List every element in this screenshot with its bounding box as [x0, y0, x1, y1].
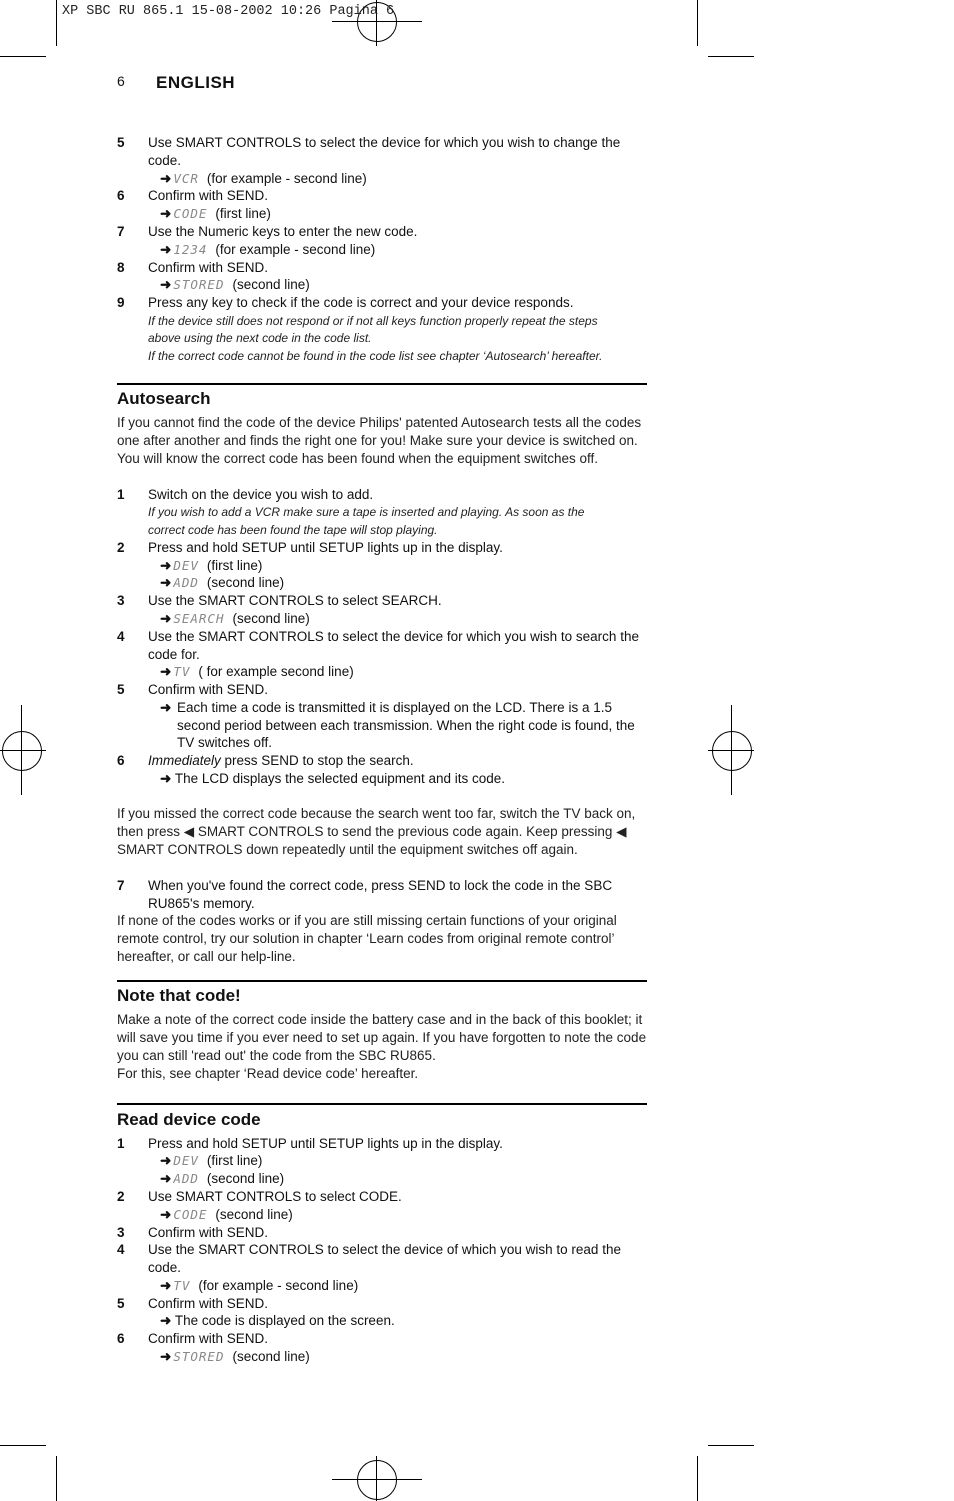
section-divider — [117, 980, 647, 982]
registration-mark — [357, 1460, 397, 1500]
result-note: (first line) — [206, 558, 263, 573]
step-text: Use SMART CONTROLS to select CODE. — [148, 1189, 402, 1204]
result-line — [160, 241, 375, 259]
autosearch-intro: If you cannot find the code of the device Philips' patented Autosearch tests all the codes one after another and finds the right one for you! Make sure your device is switched on. You will know the correct code has been found when the equipment switches off. — [117, 415, 642, 466]
step-number: 6 — [117, 188, 125, 203]
lcd-text: SEARCH — [173, 611, 225, 626]
lcd-text: TV — [173, 664, 191, 679]
step-text: Use the SMART CONTROLS to select the device for which you wish to search the code for. — [148, 629, 639, 662]
result-note: (first line) — [215, 206, 271, 221]
registration-mark — [712, 731, 752, 771]
step-text: Use the SMART CONTROLS to select SEARCH. — [148, 593, 442, 608]
result-note: (second line) — [206, 1171, 285, 1186]
lcd-text: ADD — [173, 575, 199, 590]
result-line — [160, 1206, 293, 1224]
result-line — [160, 610, 310, 628]
arrow-icon: ➜ — [160, 1207, 172, 1222]
registration-mark — [376, 1456, 377, 1501]
result-note: (second line) — [215, 1207, 293, 1222]
arrow-icon: ➜ — [160, 1153, 172, 1168]
crop-mark — [697, 0, 698, 46]
arrow-icon: ➜ — [160, 558, 172, 573]
crop-mark — [56, 1456, 57, 1501]
result-line — [160, 699, 640, 752]
result-note: The LCD displays the selected equipment and its code. — [174, 771, 506, 786]
result-line — [160, 205, 271, 223]
lcd-text: DEV — [173, 558, 199, 573]
step-number: 6 — [117, 1331, 125, 1346]
step-number: 2 — [117, 540, 125, 555]
result-note: The code is displayed on the screen. — [174, 1313, 395, 1328]
lcd-text: VCR — [173, 171, 199, 186]
result-line — [160, 1312, 395, 1330]
step-number: 1 — [117, 1136, 125, 1151]
result-line — [160, 557, 262, 575]
step-number: 5 — [117, 135, 125, 150]
step-text: Switch on the device you wish to add. — [148, 487, 374, 502]
none-works-paragraph: If none of the codes works or if you are still missing certain functions of your original remote control, try our solution in chapter ‘Learn codes from original remote control’ hereafter, or call our help-line. — [117, 913, 617, 964]
result-note: (for example - second line) — [215, 242, 376, 257]
crop-mark — [0, 56, 46, 57]
italic-note: above using the next code in the code list. — [148, 331, 372, 345]
step-number: 9 — [117, 295, 125, 310]
arrow-icon: ➜ — [160, 575, 172, 590]
step-text: Confirm with SEND. — [148, 1331, 269, 1346]
arrow-icon: ➜ — [160, 206, 172, 221]
result-line — [160, 1170, 284, 1188]
step-text: Use the SMART CONTROLS to select the device of which you wish to read the code. — [148, 1242, 621, 1275]
step-number: 8 — [117, 260, 125, 275]
lcd-text: DEV — [173, 1153, 199, 1168]
result-line — [160, 574, 284, 592]
arrow-icon: ➜ — [160, 771, 172, 786]
result-note: ( for example second line) — [198, 664, 354, 679]
note-code-paragraph-2: For this, see chapter ‘Read device code’ hereafter. — [117, 1066, 419, 1081]
step-number: 1 — [117, 487, 125, 502]
step-text: Confirm with SEND. — [148, 1225, 269, 1240]
step-text: When you've found the correct code, press SEND to lock the code in the SBC RU865's memory. — [148, 878, 613, 911]
italic-note: If the correct code cannot be found in the code list see chapter ‘Autosearch’ hereafter. — [148, 349, 603, 363]
result-line — [160, 1348, 310, 1366]
crop-mark — [708, 1445, 754, 1446]
step-number: 4 — [117, 1242, 125, 1257]
lcd-text: TV — [173, 1278, 191, 1293]
lcd-text: STORED — [173, 1349, 225, 1364]
crop-mark — [56, 0, 57, 46]
step-text: Press and hold SETUP until SETUP lights up in the display. — [148, 1136, 503, 1151]
lcd-text: STORED — [173, 277, 225, 292]
step-number: 3 — [117, 1225, 125, 1240]
crop-mark — [697, 1456, 698, 1501]
result-line — [160, 1277, 358, 1295]
section-title-note-code: Note that code! — [117, 986, 241, 1005]
crop-mark — [0, 1445, 46, 1446]
section-divider — [117, 1103, 647, 1105]
result-line — [160, 770, 505, 788]
step-emphasis: Immediately — [148, 753, 221, 768]
step-number: 7 — [117, 224, 125, 239]
step-text: Confirm with SEND. — [148, 1296, 269, 1311]
page-title: ENGLISH — [156, 73, 236, 92]
result-note: (first line) — [206, 1153, 263, 1168]
lcd-text: CODE — [173, 1207, 208, 1222]
arrow-icon: ➜ — [160, 242, 172, 257]
step-text: Use SMART CONTROLS to select the device for which you wish to change the code. — [148, 135, 621, 168]
missed-code-paragraph: If you missed the correct code because the search went too far, switch the TV back on, then press ◀ SMART CONTROLS to send the previous code again. Keep pressing ◀ SMART CONTROLS down repeatedly until the equipment switches off again. — [117, 806, 636, 857]
step-number: 5 — [117, 1296, 125, 1311]
section-title-autosearch: Autosearch — [117, 389, 211, 408]
result-note: (for example - second line) — [206, 171, 367, 186]
lcd-text: ADD — [173, 1171, 199, 1186]
result-note: Each time a code is transmitted it is displayed on the LCD. There is a 1.5 second period between each transmission. When the right code is found, the TV switches off. — [177, 700, 635, 751]
registration-mark — [731, 705, 732, 795]
crop-mark — [708, 56, 754, 57]
result-note: (for example - second line) — [198, 1278, 359, 1293]
step-text: Press any key to check if the code is correct and your device responds. — [148, 295, 574, 310]
arrow-icon: ➜ — [160, 611, 172, 626]
step-text: Use the Numeric keys to enter the new code. — [148, 224, 418, 239]
arrow-icon: ➜ — [160, 1349, 172, 1364]
result-line — [160, 1152, 262, 1170]
italic-note: If you wish to add a VCR make sure a tape is inserted and playing. As soon as the correct code has been found the tape will stop playing. — [148, 505, 585, 537]
registration-mark — [332, 1479, 422, 1480]
registration-mark — [332, 21, 422, 22]
section-divider — [117, 383, 647, 385]
step-number: 5 — [117, 682, 125, 697]
step-text: Confirm with SEND. — [148, 188, 269, 203]
step-text: Press and hold SETUP until SETUP lights up in the display. — [148, 540, 503, 555]
print-slug: XP SBC RU 865.1 15-08-2002 10:26 Pagina 6 — [62, 4, 395, 19]
arrow-icon: ➜ — [160, 1171, 172, 1186]
arrow-icon: ➜ — [160, 277, 172, 292]
result-line — [160, 663, 354, 681]
page-number: 6 — [117, 73, 125, 89]
result-note: (second line) — [232, 1349, 310, 1364]
registration-mark — [0, 750, 46, 751]
arrow-icon: ➜ — [160, 1313, 172, 1328]
step-text: press SEND to stop the search. — [220, 753, 414, 768]
italic-note: If the device still does not respond or if not all keys function properly repeat the steps — [148, 314, 598, 328]
result-note: (second line) — [232, 277, 310, 292]
note-code-paragraph: Make a note of the correct code inside the battery case and in the back of this booklet; it will save you time if you ever need to set up again. If you have forgotten to note the code you can still 'read out' the code from the SBC RU865. — [117, 1012, 647, 1063]
step-text: Confirm with SEND. — [148, 260, 269, 275]
step-number: 7 — [117, 878, 125, 893]
step-text: Confirm with SEND. — [148, 682, 269, 697]
arrow-icon: ➜ — [160, 700, 172, 715]
section-title-read-code: Read device code — [117, 1110, 261, 1129]
registration-mark — [21, 705, 22, 795]
arrow-icon: ➜ — [160, 171, 172, 186]
arrow-icon: ➜ — [160, 1278, 172, 1293]
step-number: 6 — [117, 753, 125, 768]
step-number: 3 — [117, 593, 125, 608]
step-number: 4 — [117, 629, 125, 644]
lcd-text: CODE — [173, 206, 208, 221]
arrow-icon: ➜ — [160, 664, 172, 679]
result-note: (second line) — [232, 611, 310, 626]
result-note: (second line) — [206, 575, 285, 590]
result-line — [160, 170, 367, 188]
step-number: 2 — [117, 1189, 125, 1204]
lcd-text: 1234 — [173, 242, 208, 257]
registration-mark — [2, 731, 42, 771]
result-line — [160, 276, 310, 294]
